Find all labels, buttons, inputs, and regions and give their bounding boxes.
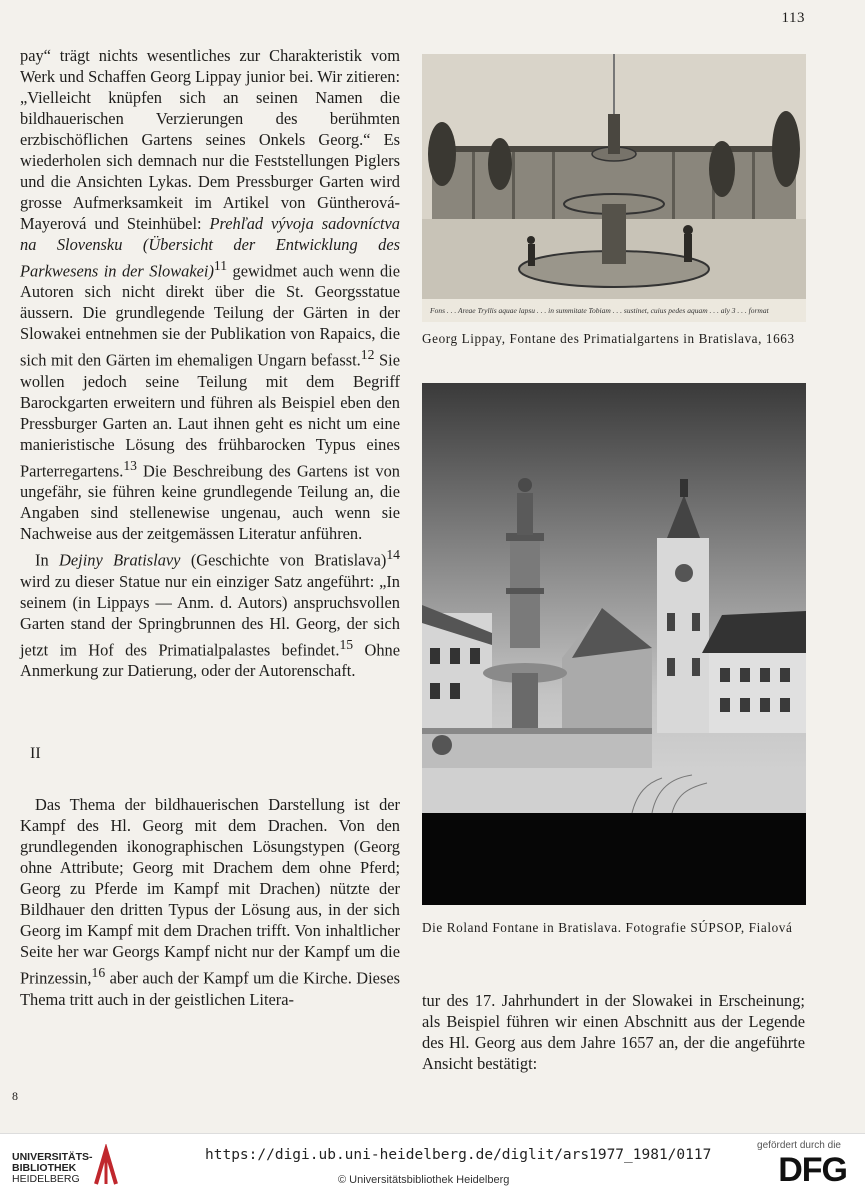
copyright-text: © Universitätsbibliothek Heidelberg (338, 1174, 510, 1186)
paragraph-2 (20, 544, 400, 681)
roland-fountain-photo (422, 383, 806, 905)
text-run: pay“ trägt nichts wesentliches zur Charakteristik vom Werk und Schaffen Georg Lippay junior bei. Wir zitieren: „Vielleicht knüpfen sich an seinen Namen die bildhauerischen Verzierungen des berühmten erzbischöflichen Gartens seines Onkels Georg.“ Es wiederholen sich demnach nur die Feststellungen Piglers und die Ansichten Lykas. Dem Pressburger Garten wird grosse Aufmerksamkeit im Artikel von Güntherová-Mayerová und Steinhübel: (20, 46, 400, 233)
footnote-ref: 16 (91, 965, 106, 981)
paragraph-3 (20, 794, 400, 1009)
library-logo-icon (92, 1144, 120, 1191)
footnote-ref: 11 (213, 258, 228, 273)
italic-title: Dejiny Bratislavy (59, 550, 181, 570)
dfg-logo: DFG (778, 1151, 847, 1189)
library-logo-text (12, 1152, 93, 1185)
footnote-ref: 12 (360, 347, 375, 363)
library-line: HEIDELBERG (12, 1173, 80, 1185)
text-run: In (35, 550, 60, 570)
library-line: UNIVERSITÄTS- (12, 1151, 93, 1163)
section-heading: II (30, 745, 41, 763)
text-run: aber auch der Kampf um die Kirche. Dieses Thema tritt auch in der geistlichen Litera- (20, 968, 400, 1009)
page-number: 113 (781, 10, 805, 26)
library-line: BIBLIOTHEK (12, 1162, 77, 1174)
text-run: (Geschichte von Bratislava) (180, 550, 387, 570)
footnote-ref: 13 (123, 457, 137, 473)
library-footer (0, 1133, 865, 1197)
text-run: Sie wollen jedoch seine Teilung mit dem Begriff Barockgarten erweitern und führen als Beispiel eben den Pressburger Garten an. Laut ihnen geht es nicht um eine manieristische Lösung des frühbarocken Typus eines Parterregartens. (20, 350, 400, 481)
text-run: Das Thema der bildhauerischen Darstellung ist der Kampf des Hl. Georg mit dem Drachen. Von den grundlegenden ikonographischen Lösungstypen (Georg ohne Attribute; Georg mit Drachem dem ohne Pferd; Georg zu Pferde im Kampf mit Drachen) nützte der Bildhauer den dritten Typus der Lösung aus, in der sich Georg im Kampf mit dem Drachen trifft. Von inhaltlicher Seite her war Georgs Kampf nicht nur der Kampf um die Prinzessin, (20, 795, 400, 988)
engraving-fountain-image (422, 54, 806, 322)
left-column (20, 45, 400, 1010)
figure-1-caption: Georg Lippay, Fontane des Primatialgartens in Bratislava, 1663 (422, 331, 795, 346)
funding-label: gefördert durch die (757, 1140, 841, 1151)
paragraph-1 (20, 45, 400, 544)
right-paragraph: tur des 17. Jahrhundert in der Slowakei in Erscheinung; als Beispiel führen wir einen Abschnitt aus der Legende des Hl. Georg aus dem Jahre 1657 an, der die angeführte Ansicht bestätigt: (422, 991, 805, 1073)
permalink-url[interactable]: https://digi.ub.uni-heidelberg.de/diglit/ars1977_1981/0117 (205, 1147, 712, 1163)
italic-title: Prehľad vývoja sadovníctva na Slovensku (Übersicht der Entwicklung des Parkwesens in der Slowakei) (20, 214, 401, 281)
text-run: Die Beschreibung des Gartens ist von ungefähr, sie führen keine grundlegende Teilung an, die Angaben sind stellenewise ungenau, auch wenn sie Nachweise aus der zeitgemässen Literatur anführen. (20, 461, 400, 544)
text-run: gewidmet auch wenn die Autoren sich nicht direkt über die St. Georgsstatue äussern. Die grundlegende Teilung der Gärten in der Slowakei entnehmen sie der Publikation von Rapaics, die sich mit den Gärten im ehemaligen Ungarn befasst. (20, 261, 400, 370)
signature-mark: 8 (12, 1089, 18, 1103)
text-run: wird zu dieser Statue nur ein einziger Satz angeführt: „In seinem (in Lippays — Anm. d. Autors) anspruchsvollen Garten stand der Springbrunnen des Hl. Georg, der sich jetzt im Hof des Primatialpalastes befindet. (20, 571, 400, 660)
figure-2-caption: Die Roland Fontane in Bratislava. Fotografie SÚPSOP, Fialová (422, 920, 793, 935)
text-run: Ohne Anmerkung zur Datierung, oder der Autorenschaft. (20, 640, 400, 681)
engraving-inscription: Fons . . . Areae Tryllis aquae lapsu . . . in summitate Tobiam . . . sustinet, cuius pedes aquam . . . aly 3 . . . format (430, 306, 769, 315)
footnote-ref: 15 (339, 636, 354, 652)
footnote-ref: 14 (386, 547, 400, 563)
